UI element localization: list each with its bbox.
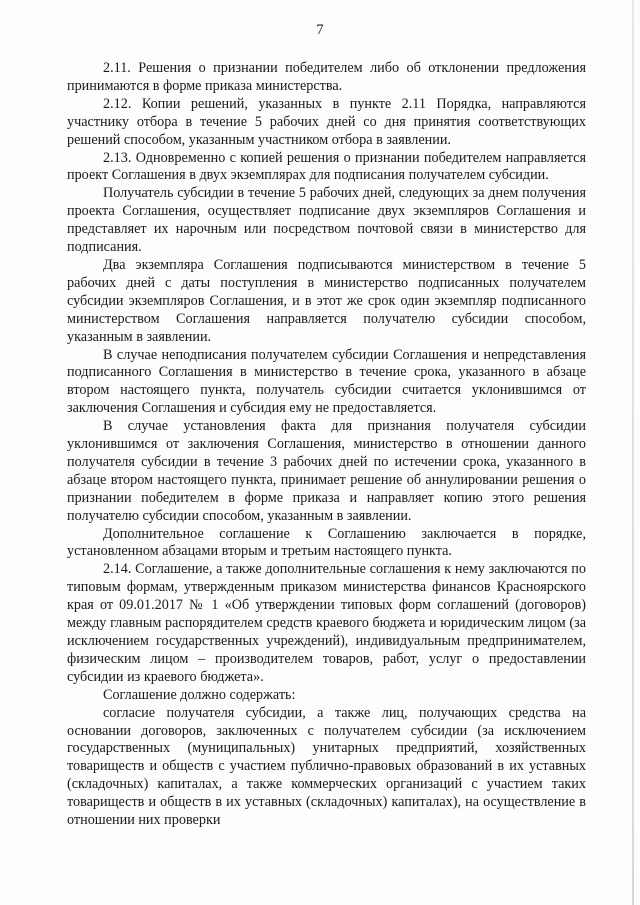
paragraph-non-signing: В случае неподписания получателем субсидии Соглашения и непредставления подписанного Соглашения в министерство в течение срока, указанного в абзаце втором настоящего пункта, получатель субсидии считается уклонившимся от заключения Соглашения и субсидия ему не предоставляется. <box>67 346 586 417</box>
paragraph-ministry-signing: Два экземпляра Соглашения подписываются министерством в течение 5 рабочих дней с даты поступления в министерство подписанных получателем субсидии экземпляров Соглашения, и в этот же срок один экземпляр подписанного министерством Соглашения направляется получателю субсидии способом, указанным в заявлении. <box>67 256 586 345</box>
scan-edge-shadow <box>632 0 634 905</box>
paragraph-2-12: 2.12. Копии решений, указанных в пункте 2.11 Порядка, направляются участнику отбора в течение 5 рабочих дней со дня принятия соответствующих решений способом, указанным участником отбора в заявлении. <box>67 95 586 148</box>
paragraph-2-11: 2.11. Решения о признании победителем либо об отклонении предложения принимаются в форме приказа министерства. <box>67 60 586 94</box>
paragraph-additional-agreement: Дополнительное соглашение к Соглашению заключается в порядке, установленном абзацами вторым и третьим настоящего пункта. <box>67 525 586 560</box>
paragraph-2-13: 2.13. Одновременно с копией решения о признании победителем направляется проект Соглашения в двух экземплярах для подписания получателем субсидии. <box>67 149 586 184</box>
document-body <box>67 60 586 830</box>
paragraph-2-14: 2.14. Соглашение, а также дополнительные соглашения к нему заключаются по типовым формам, утвержденным приказом министерства финансов Красноярского края от 09.01.2017 № 1 «Об утверждении типовых форм соглашений (договоров) между главным распорядителем средств краевого бюджета и юридическим лицом (за исключением государственных учреждений), индивидуальным предпринимателем, физическим лицом – производителем товаров, работ, услуг о предоставлении субсидии из краевого бюджета». <box>67 561 586 685</box>
paragraph-recipient-signing: Получатель субсидии в течение 5 рабочих дней, следующих за днем получения проекта Соглашения, осуществляет подписание двух экземпляров Соглашения и представляет их нарочным или посредством почтовой связи в министерство для подписания. <box>67 185 586 256</box>
paragraph-evasion-fact: В случае установления факта для признания получателя субсидии уклонившимся от заключения Соглашения, министерство в отношении данного получателя субсидии в течение 3 рабочих дней по истечении срока, указанного в абзаце втором настоящего пункта, принимает решение об аннулировании решения о признании победителем в форме приказа и направляет копию этого решения получателю субсидии способом, указанным в заявлении. <box>67 418 586 524</box>
paragraph-agreement-contents: Соглашение должно содержать: <box>103 686 296 703</box>
paragraph-consent: согласие получателя субсидии, а также лиц, получающих средства на основании договоров, заключенных с получателем субсидии (за исключением государственных (муниципальных) унитарных предприятий, хозяйственных товариществ и обществ с участием публично-правовых образований в их уставных (складочных) капиталах, а также коммерческих организаций с участием таких товариществ и обществ в их уставных (складочных) капиталах), на осуществление в отношении них проверки <box>67 704 586 829</box>
page-number: 7 <box>316 22 324 38</box>
